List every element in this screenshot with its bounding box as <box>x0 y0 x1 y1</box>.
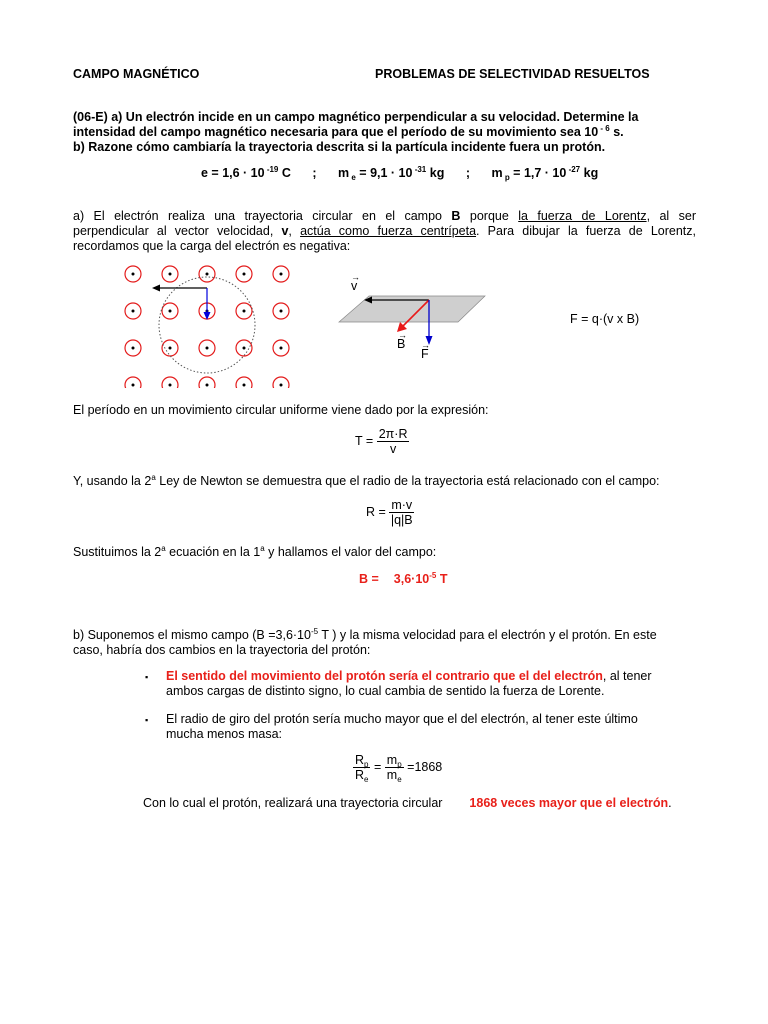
proton-mass-constant: m $_p$ = 1,7 · 10 $^{-27}$ kg <box>491 165 599 182</box>
problem-line-2-text: intensidad del campo magnético necesaria para que el período de su movimiento sea 10 <box>73 125 599 139</box>
label-B: → B <box>397 330 407 351</box>
field-dot-center <box>243 347 246 350</box>
part-a-line-2: perpendicular al vector velocidad, v, actúa como fuerza centrípeta. Para dibujar la fuerza de Lorentz, <box>73 224 696 238</box>
lorentz-force-formula: F = q·(v x B) <box>570 312 640 326</box>
header-title: CAMPO MAGNÉTICO <box>73 67 200 81</box>
field-dot-center <box>243 310 246 313</box>
field-dot-center <box>132 347 135 350</box>
conclusion-text: Con lo cual el protón, realizará una trayectoria circular <box>143 796 443 810</box>
field-dot-center <box>280 273 283 276</box>
header-subtitle: PROBLEMAS DE SELECTIVIDAD RESUELTOS <box>375 67 650 81</box>
newton-text: Y, usando la 2$^a$ Ley de Newton se demuestra que el radio de la trayectoria está relacionado con el campo: <box>73 473 660 488</box>
ratio-equation: $\frac{R_p}{R_e}$ = $\frac{m_p}{m_e}$ =1868 <box>355 753 443 784</box>
constants-line <box>201 166 598 181</box>
conclusion-highlight: 1868 veces mayor que el electrón <box>469 796 669 810</box>
part-b-line-1: b) Suponemos el mismo campo ($B =3,6\cdot 10^{-5}$ T ) y la misma velocidad para el electrón y el protón. En este <box>73 627 657 642</box>
part-a-line-1: a) El electrón realiza una trayectoria circular en el campo B porque la fuerza de Lorentz, al ser <box>73 209 696 223</box>
bullet-2-text <box>166 712 706 742</box>
problem-line-2-exp: - 6 <box>598 124 610 133</box>
mass-ratio: $\frac{m_p}{m_e}$ <box>386 753 402 784</box>
part-b-intro <box>73 628 698 658</box>
field-dot-center <box>132 310 135 313</box>
bullet-2-marker: ▪ <box>145 715 149 725</box>
bullet-1-text: El sentido del movimiento del protón sería el contrario que el del electrón, al tener ambos cargas de distinto signo, lo cual cambia de sentido la fuerza de Lorente. <box>166 669 706 699</box>
problem-line-2-end: s. <box>609 125 624 139</box>
field-result-lhs: B = <box>359 572 379 586</box>
electron-mass-constant: m $_e$ = 9,1 · 10 $^{-31}$ kg <box>338 165 445 182</box>
period-fraction: $\frac{2\pi\cdot R}{v}$ <box>378 427 408 456</box>
substitution-text: Sustituimos la 2$^a$ ecuación en la 1$^a$ y hallamos el valor del campo: <box>73 544 437 559</box>
label-F: → F <box>421 340 430 361</box>
radius-fraction: $\frac{m\cdot v}{|q|B}$ <box>390 498 413 527</box>
bullet-1-highlight: El sentido del movimiento del protón sería el contrario que el del electrón <box>166 669 603 683</box>
bullet-1-line-2: ambos cargas de distinto signo, lo cual cambia de sentido la fuerza de Lorente. <box>166 684 605 698</box>
field-dot-center <box>206 347 209 350</box>
field-dot-center <box>169 347 172 350</box>
part-a-line-3: recordamos que la carga del electrón es negativa: <box>73 239 351 253</box>
radius-equation: R = $\frac{m\cdot v}{|q|B}$ <box>366 498 413 527</box>
magnetic-field-diagram <box>115 258 295 388</box>
separator-2: ; <box>465 166 470 180</box>
problem-line-2 <box>73 125 698 140</box>
bullet-2-line-2: mucha menos masa: <box>166 727 283 741</box>
field-result-value: 3,6·10 <box>393 572 430 586</box>
period-equation: T = $\frac{2\pi\cdot R}{v}$ <box>355 427 408 456</box>
bullet-1-marker: ▪ <box>145 672 149 682</box>
field-dot-center <box>132 273 135 276</box>
problem-line-3: b) Razone cómo cambiaría la trayectoria descrita si la partícula incidente fuera un protón. <box>73 140 606 154</box>
field-dot-center <box>243 384 246 387</box>
radius-ratio: $\frac{R_p}{R_e}$ <box>355 753 369 784</box>
field-result: $B = 3,6\cdot 10^{-5}$ T <box>359 571 448 586</box>
period-intro: El período en un movimiento circular uniforme viene dado por la expresión: <box>73 403 489 417</box>
field-dot-center <box>280 384 283 387</box>
problem-line-1: (06-E) a) Un electrón incide en un campo magnético perpendicular a su velocidad. Determine la <box>73 110 639 124</box>
label-v: → v <box>351 272 360 293</box>
field-dot-center <box>206 384 209 387</box>
field-dot-center <box>169 384 172 387</box>
field-dot-center <box>169 273 172 276</box>
field-dots-grid <box>125 266 289 388</box>
bullet-2-line-1: El radio de giro del protón sería mucho mayor que el del electrón, al tener este último <box>166 712 638 726</box>
part-b-line-2: caso, habría dos cambios en la trayectoria del protón: <box>73 643 371 657</box>
velocity-arrowhead <box>152 285 160 292</box>
lorentz-force-link: la fuerza de Lorentz <box>518 209 647 223</box>
separator-1: ; <box>312 166 317 180</box>
charge-constant: e = 1,6 · 10 $^{-19}$ C <box>201 165 291 180</box>
period-lhs: T <box>355 433 363 448</box>
field-dot-center <box>243 273 246 276</box>
field-dot-center <box>280 310 283 313</box>
field-dot-center <box>169 310 172 313</box>
field-dot-center <box>206 273 209 276</box>
field-dot-center <box>280 347 283 350</box>
part-a-paragraph <box>73 209 696 254</box>
radius-lhs: R <box>366 504 376 519</box>
ratio-value: 1868 <box>414 759 443 774</box>
field-dot-center <box>132 384 135 387</box>
centripetal-force-text: actúa como fuerza centrípeta <box>300 224 477 238</box>
problem-statement <box>73 110 698 155</box>
conclusion: Con lo cual el protón, realizará una trayectoria circular 1868 veces mayor que el electrón. <box>143 796 672 810</box>
